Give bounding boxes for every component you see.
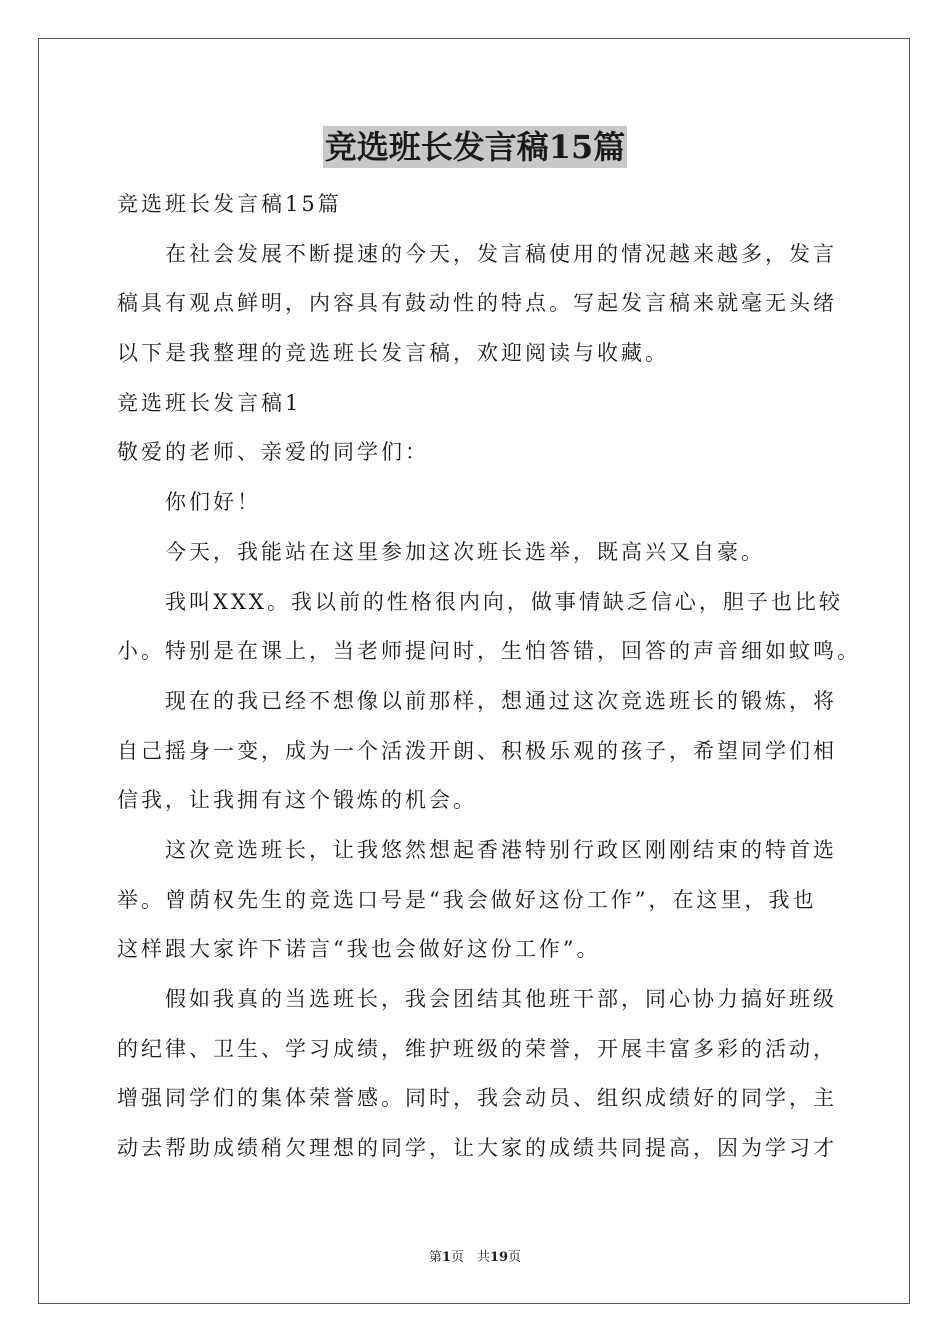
footer-prefix: 第 [428,1250,442,1265]
text-line: 我叫XXX。我以前的性格很内向，做事情缺乏信心，胆子也比较 [165,589,843,614]
text-line: 小。特别是在课上，当老师提问时，生怕答错，回答的声音细如蚊鸣。 [117,639,861,664]
text-line: 动去帮助成绩稍欠理想的同学，让大家的成绩共同提高，因为学习才 [117,1136,837,1161]
text-line: 以下是我整理的竞选班长发言稿，欢迎阅读与收藏。 [117,341,669,366]
text-line: 敬爱的老师、亲爱的同学们： [117,440,429,465]
text-line: 竞选班长发言稿1 [117,390,302,415]
text-line: 你们好！ [165,490,261,515]
text-line: 举。曾荫权先生的竞选口号是“我会做好这份工作”，在这里，我也 [117,887,817,912]
text-line: 的纪律、卫生、学习成绩，维护班级的荣誉，开展丰富多彩的活动， [117,1036,837,1061]
page-footer [0,1249,950,1267]
footer-total-pages: 19 [489,1250,509,1265]
text-line: 信我，让我拥有这个锻炼的机会。 [117,788,477,813]
text-line: 增强同学们的集体荣誉感。同时，我会动员、组织成绩好的同学，主 [117,1086,837,1111]
text-line: 竞选班长发言稿15篇 [117,192,342,216]
document-title: 竞选班长发言稿15篇 [324,128,626,166]
text-line: 假如我真的当选班长，我会团结其他班干部，同心协力搞好班级 [165,987,837,1011]
text-line: 这样跟大家许下诺言“我也会做好这份工作”。 [117,937,601,962]
text-line: 今天，我能站在这里参加这次班长选举，既高兴又自豪。 [165,539,765,564]
text-line: 在社会发展不断提速的今天，发言稿使用的情况越来越多，发言 [165,241,837,266]
title-container [0,126,950,168]
text-line: 自己摇身一变，成为一个活泼开朗、积极乐观的孩子，希望同学们相 [117,738,837,763]
text-line: 现在的我已经不想像以前那样，想通过这次竞选班长的锻炼，将 [165,688,837,713]
footer-page-number: 1 [441,1250,451,1265]
text-line: 稿具有观点鲜明，内容具有鼓动性的特点。写起发言稿来就毫无头绪 [117,291,837,316]
footer-suffix: 页 [508,1250,522,1265]
document-body [117,180,861,1174]
text-line: 这次竞选班长，让我悠然想起香港特别行政区刚刚结束的特首选 [165,837,837,862]
footer-middle: 页 共 [450,1250,490,1265]
